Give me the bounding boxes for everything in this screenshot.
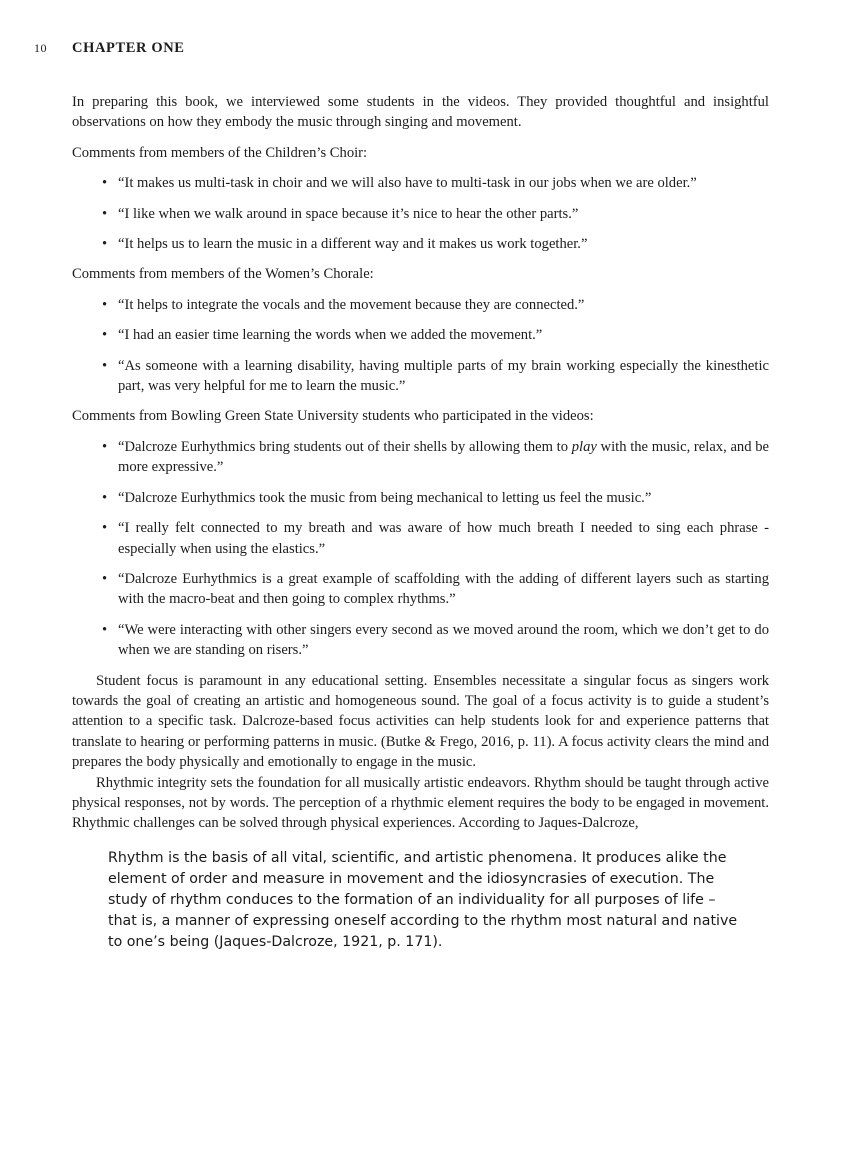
list-item (72, 356, 769, 397)
bullet-icon: • (102, 489, 108, 506)
bullet-icon: • (102, 296, 108, 313)
page-number: 10 (34, 41, 47, 55)
bullet-icon: • (102, 327, 108, 344)
bullet-icon: • (102, 438, 108, 455)
list-item (72, 569, 769, 610)
bullet-icon: • (102, 357, 108, 374)
list-item (72, 437, 769, 478)
comment-text: “As someone with a learning disability, having multiple parts of my brain working especially the kinesthetic part, was very helpful for me to learn the music.” (118, 357, 769, 395)
list-item (72, 518, 769, 559)
comment-text: “Dalcroze Eurhythmics took the music from being mechanical to letting us feel the music.” (118, 489, 652, 506)
main-text (72, 92, 769, 834)
rhythmic-integrity-paragraph: Rhythmic integrity sets the foundation for all musically artistic endeavors. Rhythm should be taught through active physical responses, not by words. The perception of a rhythmic element requires the body to be engaged in movement. Rhythmic challenges can be solved through physical experiences. According to Jaques-Dalcroze, (72, 774, 769, 832)
list-item (72, 204, 769, 224)
childrens-choir-comments (72, 173, 769, 254)
list-item (72, 173, 769, 193)
block-quote: Rhythm is the basis of all vital, scientific, and artistic phenomena. It produces alike the element of order and measure in movement and the idiosyncrasies of execution. The study of rhythm conduces to the formation of an individuality for all purposes of life – that is, a manner of expressing oneself according to the rhythm most natural and native to one’s being (Jaques-Dalcroze, 1921, p. 171). (108, 850, 738, 950)
comment-emphasis: play (571, 438, 597, 455)
bullet-icon: • (102, 621, 108, 638)
comment-text: “Dalcroze Eurhythmics is a great example of scaffolding with the adding of different layers such as starting with the macro-beat and then going to complex rhythms.” (118, 570, 769, 608)
running-header (34, 40, 185, 57)
comment-text: “I really felt connected to my breath and was aware of how much breath I needed to sing each phrase - especially when using the elastics.” (118, 520, 769, 557)
list-item (72, 234, 769, 254)
bullet-icon: • (102, 205, 108, 222)
bullet-icon: • (102, 570, 108, 587)
childrens-choir-lead-in: Comments from members of the Children’s Choir: (72, 144, 368, 161)
list-item (72, 488, 769, 508)
comment-text-start: “Dalcroze Eurhythmics bring students out of their shells by allowing them to (118, 438, 572, 455)
comment-text: “I like when we walk around in space because it’s nice to hear the other parts.” (118, 205, 579, 222)
comment-text: “I had an easier time learning the words when we added the movement.” (118, 327, 543, 344)
comment-text-end: with the music, relax, and be more expressive.” (118, 438, 769, 476)
bgsu-students-comments (72, 437, 769, 661)
comment-text: “It helps to integrate the vocals and the movement because they are connected.” (118, 296, 585, 313)
womens-chorale-comments (72, 295, 769, 397)
bgsu-students-lead-in: Comments from Bowling Green State University students who participated in the videos: (72, 408, 594, 425)
list-item (72, 325, 769, 345)
comment-text: “We were interacting with other singers every second as we moved around the room, which we don’t get to do when we are standing on risers.” (118, 621, 769, 659)
comment-text: “It helps us to learn the music in a different way and it makes us work together.” (118, 236, 588, 253)
student-focus-paragraph: Student focus is paramount in any educational setting. Ensembles necessitate a singular focus as singers work towards the goal of creating an artistic and homogeneous sound. The goal of a focus activity is to guide a student’s attention to a specific task. Dalcroze-based focus activities can help students look for and experience patterns that translate to hearing or performing patterns in music. (Butke & Frego, 2016, p. 11). A focus activity clears the mind and prepares the body physically and emotionally to engage in the music. (72, 672, 769, 771)
comment-text: “It makes us multi-task in choir and we will also have to multi-task in our jobs when we are older.” (118, 175, 697, 192)
list-item (72, 295, 769, 315)
bullet-icon: • (102, 175, 108, 192)
list-item (72, 620, 769, 661)
intro-paragraph: In preparing this book, we interviewed some students in the videos. They provided thoughtful and insightful observations on how they embody the music through singing and movement. (72, 94, 769, 131)
bullet-icon: • (102, 236, 108, 253)
chapter-title: CHAPTER ONE (72, 40, 185, 56)
comment-text (118, 439, 769, 475)
womens-chorale-lead-in: Comments from members of the Women’s Chorale: (72, 266, 374, 283)
bullet-icon: • (102, 520, 108, 537)
